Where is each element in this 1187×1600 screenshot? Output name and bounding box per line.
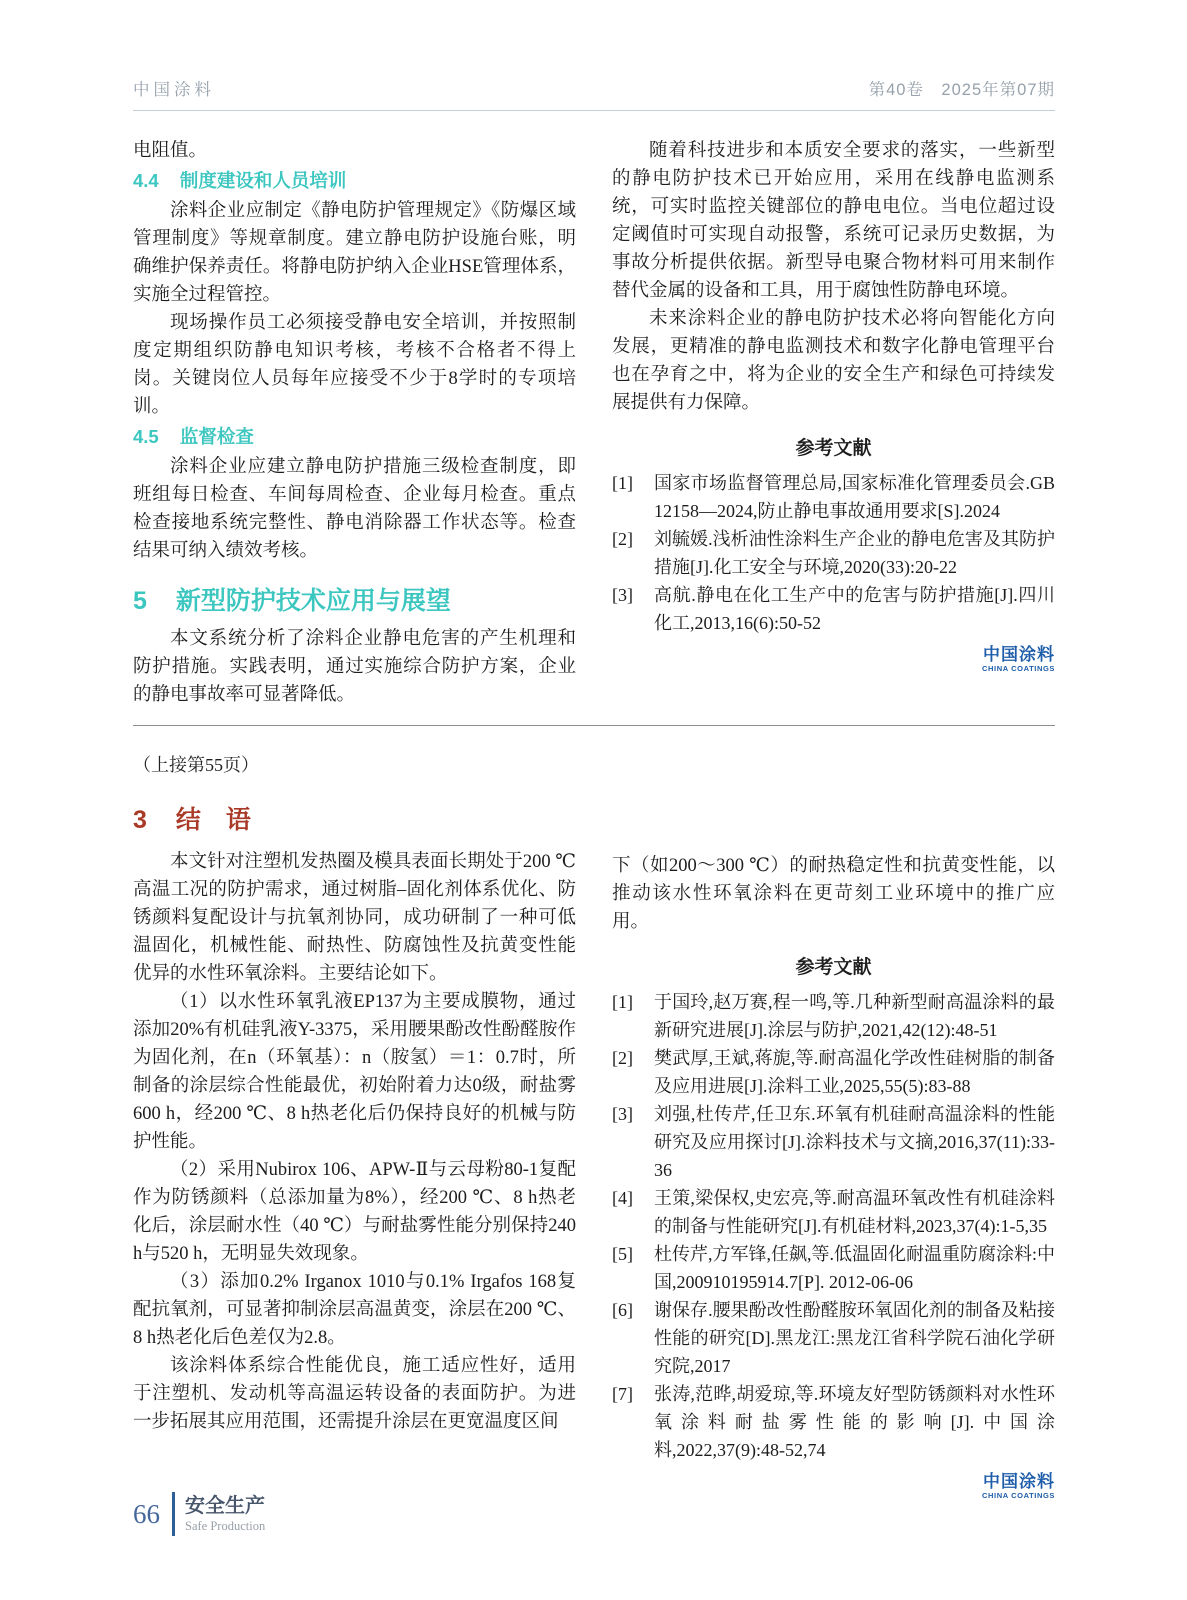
references-title: 参考文献	[795, 957, 872, 978]
section-heading-4-4	[133, 167, 576, 195]
reference-number: [3]	[612, 585, 633, 605]
section-heading-4-5	[133, 423, 576, 451]
reference-number: [2]	[612, 529, 633, 549]
article2-left-column	[133, 804, 576, 1501]
paragraph: （2）采用Nubirox 106、APW-Ⅱ与云母粉80-1复配作为防锈颜料（总添加量为8%），经200 ℃、8 h热老化后，涂层耐水性（40 ℃）与耐盐雾性能分别保持240 h与520 h，无明显失效现象。	[133, 1160, 576, 1264]
reference-number: [2]	[612, 1048, 633, 1068]
china-coatings-logo	[612, 645, 1055, 674]
reference-number: [3]	[612, 1104, 633, 1124]
section-title: 结 语	[175, 806, 251, 834]
paragraph: 本文针对注塑机发热圈及模具表面长期处于200 ℃高温工况的防护需求，通过树脂–固化剂体系优化、防锈颜料复配设计与抗氧剂协同，成功研制了一种可低温固化，机械性能、耐热性、防腐蚀性及抗黄变性能优异的水性环氧涂料。主要结论如下。	[133, 852, 576, 984]
article2-section	[133, 804, 1055, 1501]
reference-item	[612, 1240, 1055, 1296]
page-header	[133, 76, 1055, 111]
reference-item	[612, 1296, 1055, 1380]
section-heading-5	[133, 585, 576, 617]
paragraph: 该涂料体系综合性能优良，施工适应性好，适用于注塑机、发动机等高温运转设备的表面防护。为进一步拓展其应用范围，还需提升涂层在更宽温度区间	[133, 1356, 576, 1432]
paragraph: 涂料企业应建立静电防护措施三级检查制度，即班组每日检查、车间每周检查、企业每月检查。重点检查接地系统完整性、静电消除器工作状态等。检查结果可纳入绩效考核。	[133, 457, 576, 561]
reference-text: 于国玲,赵万赛,程一鸣,等.几种新型耐高温涂料的最新研究进展[J].涂层与防护,2021,42(12):48-51	[654, 992, 1055, 1040]
issue-info: 第40卷 2025年第07期	[868, 81, 1055, 99]
reference-number: [1]	[612, 992, 633, 1012]
reference-text: 樊武厚,王斌,蒋旎,等.耐高温化学改性硅树脂的制备及应用进展[J].涂料工业,2025,55(5):83-88	[654, 1048, 1055, 1096]
reference-text: 高航.静电在化工生产中的危害与防护措施[J].四川化工,2013,16(6):50-52	[654, 585, 1055, 633]
journal-name: 中国涂料	[133, 81, 215, 99]
reference-number: [5]	[612, 1244, 633, 1264]
article-divider	[133, 725, 1055, 726]
paragraph: 未来涂料企业的静电防护技术必将向智能化方向发展，更精准的静电监测技术和数字化静电管理平台也在孕育之中，将为企业的安全生产和绿色可持续发展提供有力保障。	[612, 309, 1055, 413]
section-number: 4.5	[133, 426, 159, 447]
reference-item	[612, 469, 1055, 525]
reference-text: 国家市场监督管理总局,国家标准化管理委员会.GB 12158—2024,防止静电事故通用要求[S].2024	[654, 473, 1055, 521]
logo-text-en: CHINA COATINGS	[982, 1491, 1055, 1500]
china-coatings-logo	[612, 1472, 1055, 1501]
reference-item	[612, 1380, 1055, 1464]
paragraph: （3）添加0.2% Irganox 1010与0.1% Irgafos 168复配抗氧剂，可显著抑制涂层高温黄变，涂层在200 ℃、8 h热老化后色差仅为2.8。	[133, 1272, 576, 1348]
reference-text: 谢保存.腰果酚改性酚醛胺环氧固化剂的制备及粘接性能的研究[D].黑龙江:黑龙江省科学院石油化学研究院,2017	[654, 1300, 1055, 1376]
continuation-note: （上接第55页）	[133, 755, 259, 775]
section-title: 监督检查	[179, 426, 254, 447]
section-title: 新型防护技术应用与展望	[175, 587, 451, 615]
page-footer	[133, 1492, 265, 1536]
reference-item	[612, 1044, 1055, 1100]
footer-column-name: 安全生产	[185, 1494, 265, 1517]
paragraph: （1）以水性环氧乳液EP137为主要成膜物，通过添加20%有机硅乳液Y-3375，采用腰果酚改性酚醛胺作为固化剂，在n（环氧基）：n（胺氢）＝1：0.7时，所制备的涂层综合性能最优，初始附着力达0级，耐盐雾600 h，经200 ℃、8 h热老化后仍保持良好的机械与防护性能。	[133, 992, 576, 1152]
section-number: 3	[133, 806, 147, 834]
reference-number: [4]	[612, 1188, 633, 1208]
paragraph: 本文系统分析了涂料企业静电危害的产生机理和防护措施。实践表明，通过实施综合防护方案，企业的静电事故率可显著降低。	[133, 629, 576, 705]
reference-text: 张涛,范晔,胡爱琼,等.环境友好型防锈颜料对水性环氧涂料耐盐雾性能的影响[J].中国涂料,2022,37(9):48-52,74	[654, 1384, 1055, 1460]
paragraph: 随着科技进步和本质安全要求的落实，一些新型的静电防护技术已开始应用，采用在线静电监测系统，可实时监控关键部位的静电电位。当电位超过设定阈值时可实现自动报警，系统可记录历史数据，为事故分析提供依据。新型导电聚合物材料可用来制作替代金属的设备和工具，用于腐蚀性防静电环境。	[612, 141, 1055, 301]
article1-right-column	[612, 137, 1055, 709]
reference-item	[612, 525, 1055, 581]
article2-right-column	[612, 804, 1055, 1501]
reference-text: 刘毓媛.浅析油性涂料生产企业的静电危害及其防护措施[J].化工安全与环境,2020(33):20-22	[654, 529, 1055, 577]
section-number: 5	[133, 587, 147, 615]
logo-text-cn: 中国涂料	[983, 1472, 1055, 1491]
logo-text-cn: 中国涂料	[983, 645, 1055, 664]
paragraph: 现场操作员工必须接受静电安全培训，并按照制度定期组织防静电知识考核，考核不合格者不得上岗。关键岗位人员每年应接受不少于8学时的专项培训。	[133, 313, 576, 417]
footer-column-name-en: Safe Production	[185, 1518, 266, 1533]
paragraph: 涂料企业应制定《静电防护管理规定》《防爆区域管理制度》等规章制度。建立静电防护设施台账，明确维护保养责任。将静电防护纳入企业HSE管理体系，实施全过程管控。	[133, 201, 576, 305]
reference-text: 刘强,杜传芹,任卫东.环氧有机硅耐高温涂料的性能研究及应用探讨[J].涂料技术与文摘,2016,37(11):33-36	[654, 1104, 1055, 1180]
reference-number: [7]	[612, 1384, 633, 1404]
page-number: 66	[133, 1499, 160, 1529]
carryover-text: 电阻值。	[133, 141, 208, 161]
reference-number: [6]	[612, 1300, 633, 1320]
reference-number: [1]	[612, 473, 633, 493]
reference-item	[612, 581, 1055, 637]
logo-text-en: CHINA COATINGS	[982, 664, 1055, 673]
section-number: 4.4	[133, 170, 159, 191]
reference-item	[612, 1100, 1055, 1184]
footer-column-title	[185, 1494, 265, 1535]
footer-divider-bar	[172, 1492, 175, 1536]
section-title: 制度建设和人员培训	[179, 170, 347, 191]
reference-item	[612, 988, 1055, 1044]
section-heading-3	[133, 804, 576, 836]
article1-section	[133, 137, 1055, 709]
references-title: 参考文献	[795, 438, 872, 459]
reference-text: 杜传芹,方军锋,任飙,等.低温固化耐温重防腐涂料:中国,200910195914.7[P]. 2012-06-06	[654, 1244, 1055, 1292]
article1-left-column	[133, 137, 576, 709]
reference-text: 王策,梁保权,史宏亮,等.耐高温环氧改性有机硅涂料的制备与性能研究[J].有机硅材料,2023,37(4):1-5,35	[654, 1188, 1055, 1236]
paragraph: 下（如200～300 ℃）的耐热稳定性和抗黄变性能，以推动该水性环氧涂料在更苛刻工业环境中的推广应用。	[612, 856, 1055, 932]
reference-item	[612, 1184, 1055, 1240]
